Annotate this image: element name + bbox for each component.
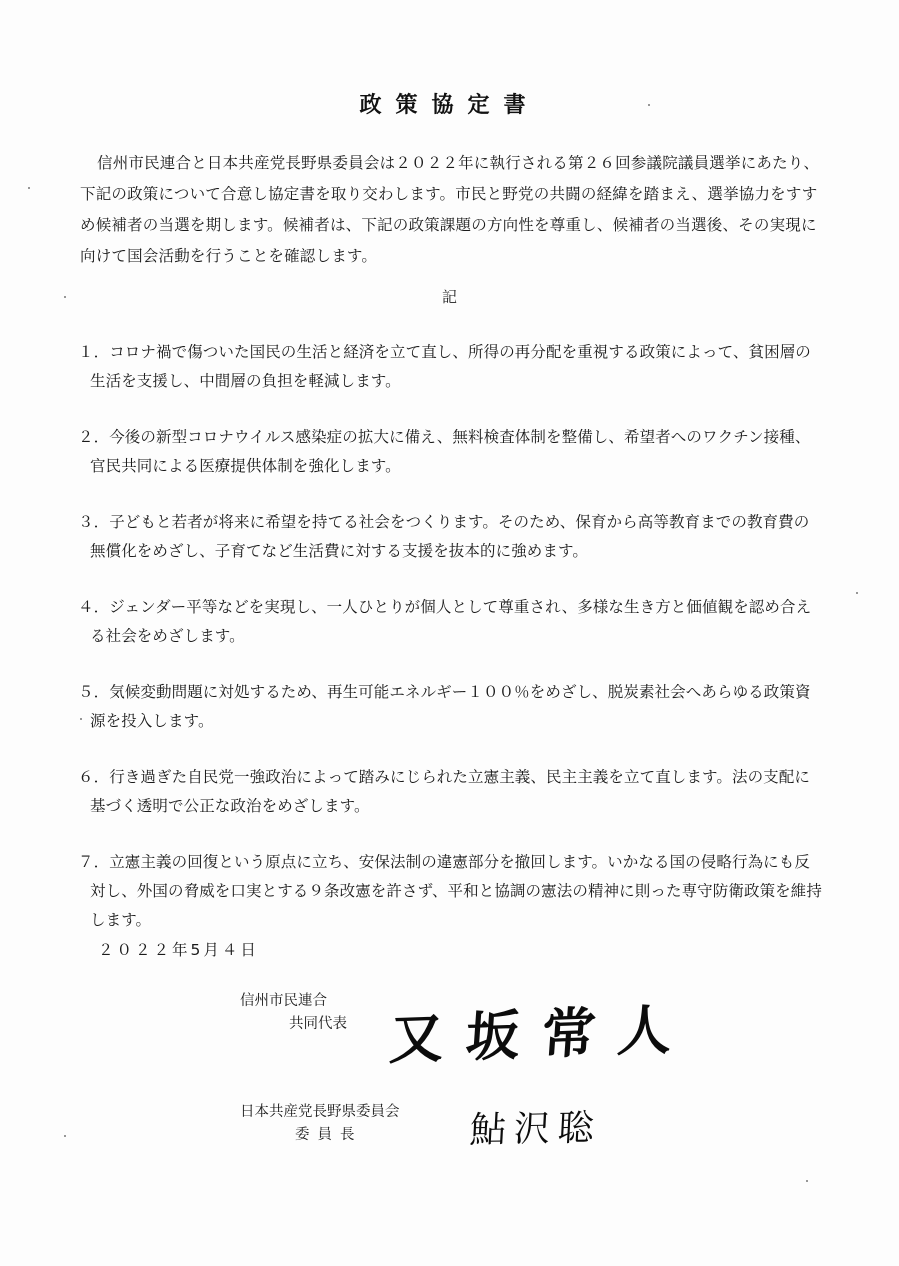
policy-item-text: ６．行き過ぎた自民党一強政治によって踏みにじられた立憲主義、民主主義を立て直します。法の支配に基づく透明で公正な政治をめざします。 xyxy=(78,768,810,815)
policy-list xyxy=(78,338,823,935)
document-title: 政策協定書 xyxy=(359,93,540,118)
scan-speck xyxy=(28,187,30,189)
policy-item-text: ４．ジェンダー平等などを実現し、一人ひとりが個人として尊重され、多様な生き方と価値観を認め合える社会をめざします。 xyxy=(78,598,812,645)
scan-speck xyxy=(64,1135,66,1137)
scan-speck xyxy=(648,104,650,106)
intro-paragraph: 信州市民連合と日本共産党長野県委員会は２０２２年に執行される第２６回参議院議員選挙にあたり、下記の政策について合意し協定書を取り交わします。市民と野党の共闘の経緯を踏まえ、選挙協力をすすめ候補者の当選を期します。候補者は、下記の政策課題の方向性を尊重し、候補者の当選後、その実現に向けて国会活動を行うことを確認します。 xyxy=(80,154,820,265)
policy-item-text: ７．立憲主義の回復という原点に立ち、安保法制の違憲部分を撤回します。いかなる国の侵略行為にも反対し、外国の脅威を口実とする９条改憲を許さず、平和と協調の憲法の精神に則った専守防衛政策を維持します。 xyxy=(78,853,822,929)
handwritten-signature-2: 鮎沢聡 xyxy=(468,1107,603,1152)
policy-item-5 xyxy=(78,678,823,736)
policy-item-text: ２．今後の新型コロナウイルス感染症の拡大に備え、無料検査体制を整備し、希望者へのワクチン接種、官民共同による医療提供体制を強化します。 xyxy=(78,428,811,475)
signatory-organization: 信州市民連合 xyxy=(240,993,327,1009)
signatory-role: 委員長 xyxy=(295,1127,363,1143)
document-date: ２０２２年5月４日 xyxy=(98,941,259,959)
policy-item-text: １．コロナ禍で傷ついた国民の生活と経済を立て直し、所得の再分配を重視する政策によって、貧困層の生活を支援し、中間層の負担を軽減します。 xyxy=(78,343,811,390)
policy-item-1 xyxy=(78,338,823,396)
policy-item-text: ３．子どもと若者が将来に希望を持てる社会をつくります。そのため、保育から高等教育までの教育費の無償化をめざし、子育てなど生活費に対する支援を抜本的に強めます。 xyxy=(78,513,810,560)
signatory-1 xyxy=(240,990,347,1036)
scan-speck xyxy=(806,1180,808,1182)
handwritten-signature-1: 又坂常人 xyxy=(387,996,696,1072)
policy-item-4 xyxy=(78,593,823,651)
signatory-organization: 日本共産党長野県委員会 xyxy=(240,1104,400,1120)
signatory-2 xyxy=(240,1101,400,1147)
policy-item-2 xyxy=(78,423,823,481)
policy-item-6 xyxy=(78,763,823,821)
signatory-role: 共同代表 xyxy=(289,1016,347,1032)
policy-item-7 xyxy=(78,848,823,935)
policy-item-3 xyxy=(78,508,823,566)
policy-item-text: ５．気候変動問題に対処するため、再生可能エネルギー１００％をめざし、脱炭素社会へあらゆる政策資源を投入します。 xyxy=(78,683,811,730)
ki-heading: 記 xyxy=(441,288,457,306)
scan-speck xyxy=(80,718,82,720)
scan-speck xyxy=(856,592,858,594)
scan-speck xyxy=(64,296,66,298)
